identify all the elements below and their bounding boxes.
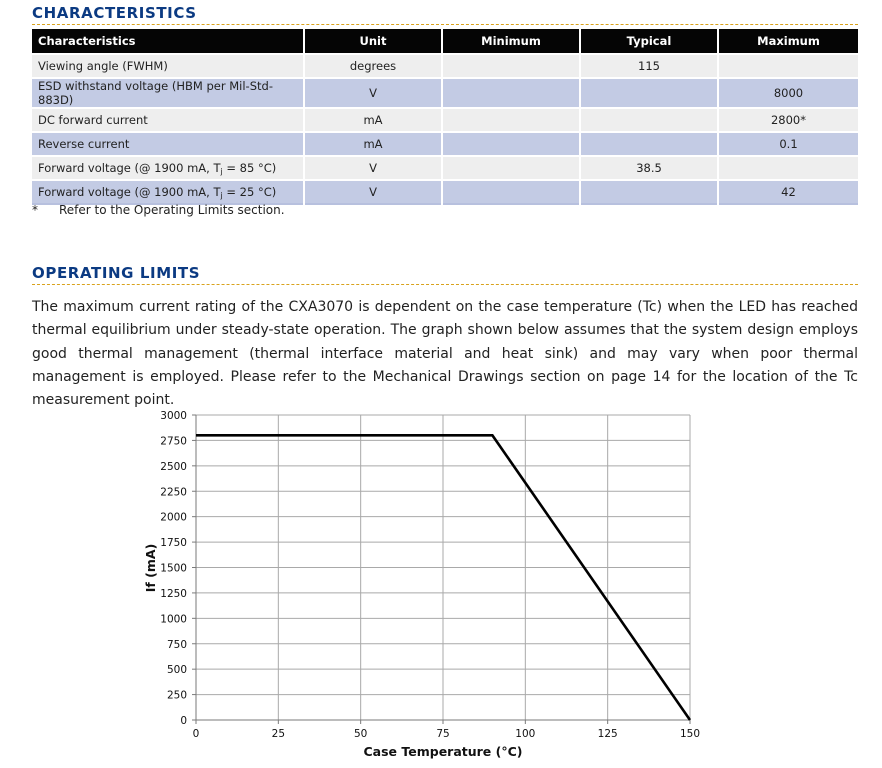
y-tick-label: 1250: [160, 587, 187, 600]
y-tick-label: 0: [180, 715, 187, 727]
x-tick-label: 0: [192, 728, 200, 740]
y-axis-label: If (mA): [143, 543, 158, 593]
row-name: Reverse current: [32, 132, 304, 156]
operating-limits-title: OPERATING LIMITS: [32, 264, 201, 282]
y-tick-label: 500: [166, 664, 187, 677]
x-tick-label: 75: [436, 728, 450, 740]
row-unit: V: [304, 156, 442, 180]
row-unit: mA: [304, 108, 442, 132]
x-tick-label: 25: [271, 728, 286, 740]
footnote-text: Refer to the Operating Limits section.: [59, 203, 285, 217]
x-tick-label: 125: [597, 728, 618, 740]
row-maximum: 2800*: [718, 108, 858, 132]
header-maximum: Maximum: [718, 29, 858, 54]
row-maximum: 42: [718, 180, 858, 204]
characteristics-title: CHARACTERISTICS: [32, 4, 197, 22]
row-unit: degrees: [304, 54, 442, 78]
row-typical: 38.5: [580, 156, 718, 180]
row-name: Forward voltage (@ 1900 mA, $T_j = 25$ °C): [32, 180, 304, 204]
row-name: Forward voltage (@ 1900 mA, $T_j = 85$ °C): [32, 156, 304, 180]
chart-ticks: [160, 410, 700, 740]
y-tick-label: 2000: [160, 511, 187, 524]
x-tick-label: 150: [679, 728, 701, 740]
y-tick-label: 1500: [160, 562, 187, 575]
row-unit: V: [304, 78, 442, 108]
y-tick-label: 1000: [160, 613, 187, 626]
y-tick-label: 2750: [160, 435, 187, 448]
row-maximum: 8000: [718, 78, 858, 108]
y-tick-label: 2500: [160, 460, 187, 473]
header-unit: Unit: [304, 29, 442, 54]
header-characteristics: Characteristics: [32, 29, 304, 54]
y-tick-label: 250: [166, 689, 187, 702]
chart-grid: [196, 415, 690, 720]
operating-limits-paragraph: The maximum current rating of the CXA3070 is dependent on the case temperature (Tc) when the LED has reached thermal equilibrium under steady-state operation. The graph shown below assumes that the system design employs good thermal management (thermal interface material and heat sink) and may vary when poor thermal management is employed. Please refer to the Mechanical Drawings section on page 14 for the location of the Tc measurement point.: [32, 299, 858, 409]
row-name: ESD withstand voltage (HBM per Mil-Std-883D): [32, 78, 304, 108]
row-name: DC forward current: [32, 108, 304, 132]
x-tick-label: 100: [515, 728, 536, 740]
footnote-mark: *: [32, 203, 38, 217]
y-tick-label: 2250: [160, 486, 187, 499]
row-name: Viewing angle (FWHM): [32, 54, 304, 78]
y-tick-label: 3000: [160, 410, 187, 422]
x-tick-label: 50: [353, 728, 368, 740]
header-typical: Typical: [580, 29, 718, 54]
row-unit: V: [304, 180, 442, 204]
row-maximum: 0.1: [718, 132, 858, 156]
row-unit: mA: [304, 132, 442, 156]
header-minimum: Minimum: [442, 29, 580, 54]
y-tick-label: 1750: [160, 537, 187, 550]
row-typical: 115: [580, 54, 718, 78]
y-tick-label: 750: [166, 638, 187, 651]
x-axis-label: Case Temperature (°C): [363, 744, 523, 759]
